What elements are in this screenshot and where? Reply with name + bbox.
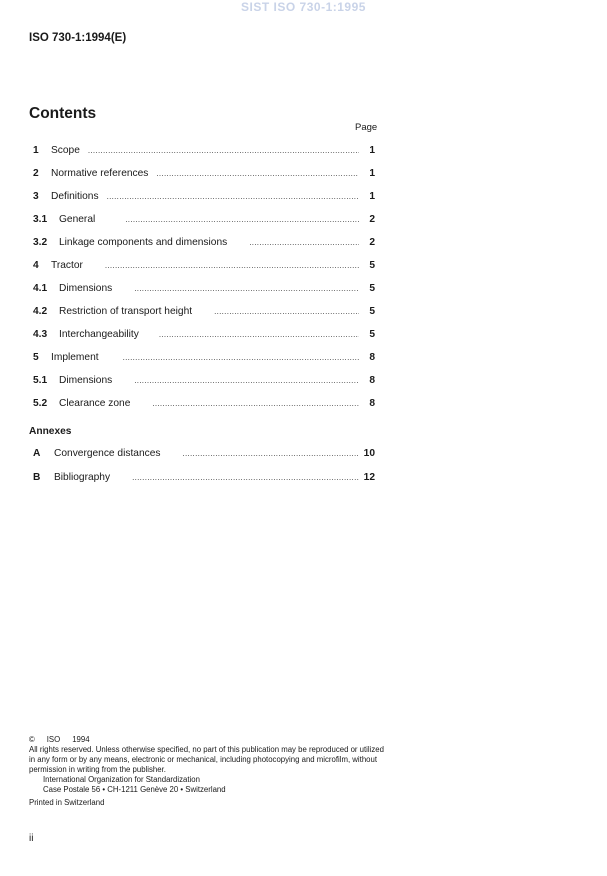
dot-leader — [132, 473, 359, 482]
toc-entry-page: 8 — [369, 375, 375, 386]
toc-entry-page: 1 — [369, 191, 375, 202]
toc-entry-3-2[interactable] — [33, 237, 375, 251]
dot-leader — [214, 307, 359, 316]
toc-entry-title: General — [59, 214, 96, 225]
toc-entry-page: 5 — [369, 260, 375, 271]
toc-entry-page: 5 — [369, 306, 375, 317]
dot-leader — [123, 353, 359, 362]
toc-entry-title: Normative references — [51, 168, 149, 179]
toc-entry-number: 5.1 — [33, 375, 48, 386]
annex-page: 12 — [363, 472, 375, 483]
dot-leader — [152, 399, 359, 408]
dot-leader — [125, 215, 359, 224]
annex-page: 10 — [363, 448, 375, 459]
toc-entry-title: Definitions — [51, 191, 99, 202]
toc-entry-title: Tractor — [51, 260, 83, 271]
document-reference: ISO 730-1:1994(E) — [29, 32, 127, 44]
toc-entry-4[interactable] — [33, 260, 375, 274]
toc-entry-page: 2 — [369, 214, 375, 225]
copyright-symbol: © — [29, 735, 35, 744]
toc-entry-page: 8 — [369, 352, 375, 363]
page-column-label: Page — [355, 122, 378, 133]
toc-entry-page: 2 — [369, 237, 375, 248]
toc-entry-title: Clearance zone — [59, 398, 131, 409]
toc-entry-page: 8 — [369, 398, 375, 409]
toc-annex-b[interactable] — [33, 472, 375, 486]
dot-leader — [249, 238, 359, 247]
toc-entry-5-2[interactable] — [33, 398, 375, 412]
toc-entry-number: 3 — [33, 191, 39, 202]
toc-entry-title: Implement — [51, 352, 99, 363]
copyright-notice — [29, 735, 389, 808]
toc-entry-number: 3.1 — [33, 214, 48, 225]
dot-leader — [156, 169, 359, 178]
toc-entry-1[interactable] — [33, 145, 375, 159]
toc-entry-number: 3.2 — [33, 237, 48, 248]
toc-entry-title: Linkage components and dimensions — [59, 237, 228, 248]
watermark-text: SIST ISO 730-1:1995 — [241, 0, 366, 14]
toc-entry-4-1[interactable] — [33, 283, 375, 297]
publisher-address — [29, 775, 389, 795]
toc-entry-number: 5.2 — [33, 398, 48, 409]
toc-entry-5[interactable] — [33, 352, 375, 366]
dot-leader — [134, 376, 359, 385]
toc-annex-a[interactable] — [33, 448, 375, 462]
toc-entry-title: Restriction of transport height — [59, 306, 193, 317]
toc-entry-4-2[interactable] — [33, 306, 375, 320]
toc-entry-2[interactable] — [33, 168, 375, 182]
dot-leader — [88, 146, 359, 155]
printed-in: Printed in Switzerland — [29, 798, 105, 807]
toc-entry-number: 4.1 — [33, 283, 48, 294]
annex-title: Bibliography — [54, 472, 111, 483]
toc-entry-number: 1 — [33, 145, 39, 156]
annex-letter: B — [33, 472, 41, 483]
toc-entry-page: 1 — [369, 168, 375, 179]
toc-entry-number: 2 — [33, 168, 39, 179]
annex-title: Convergence distances — [54, 448, 161, 459]
copyright-line — [29, 735, 389, 745]
dot-leader — [182, 449, 359, 458]
toc-entry-page: 5 — [369, 329, 375, 340]
toc-entry-4-3[interactable] — [33, 329, 375, 343]
postal-address: Case Postale 56 • CH-1211 Genève 20 • Switzerland — [43, 785, 226, 794]
rights-statement: All rights reserved. Unless otherwise specified, no part of this publication may be reproduced or utilized in any form or by any means, electronic or mechanical, including photocopying and microfilm, without permission in writing from the publisher. — [29, 745, 384, 774]
copyright-year: 1994 — [72, 735, 90, 744]
toc-entry-page: 1 — [369, 145, 375, 156]
annexes-heading: Annexes — [29, 426, 72, 437]
toc-entry-number: 4.2 — [33, 306, 48, 317]
page-number: ii — [29, 833, 34, 844]
dot-leader — [159, 330, 359, 339]
toc-entry-title: Scope — [51, 145, 80, 156]
toc-entry-number: 5 — [33, 352, 39, 363]
copyright-owner: ISO — [46, 735, 61, 744]
toc-entry-number: 4 — [33, 260, 39, 271]
dot-leader — [107, 192, 359, 201]
toc-entry-title: Dimensions — [59, 283, 113, 294]
page-title: Contents — [29, 105, 97, 122]
annex-letter: A — [33, 448, 41, 459]
toc-entry-number: 4.3 — [33, 329, 48, 340]
dot-leader — [105, 261, 359, 270]
toc-entry-5-1[interactable] — [33, 375, 375, 389]
dot-leader — [134, 284, 359, 293]
toc-entry-3-1[interactable] — [33, 214, 375, 228]
organization-name: International Organization for Standardization — [43, 775, 200, 784]
toc-entry-title: Interchangeability — [59, 329, 139, 340]
toc-entry-3[interactable] — [33, 191, 375, 205]
toc-entry-title: Dimensions — [59, 375, 113, 386]
toc-entry-page: 5 — [369, 283, 375, 294]
